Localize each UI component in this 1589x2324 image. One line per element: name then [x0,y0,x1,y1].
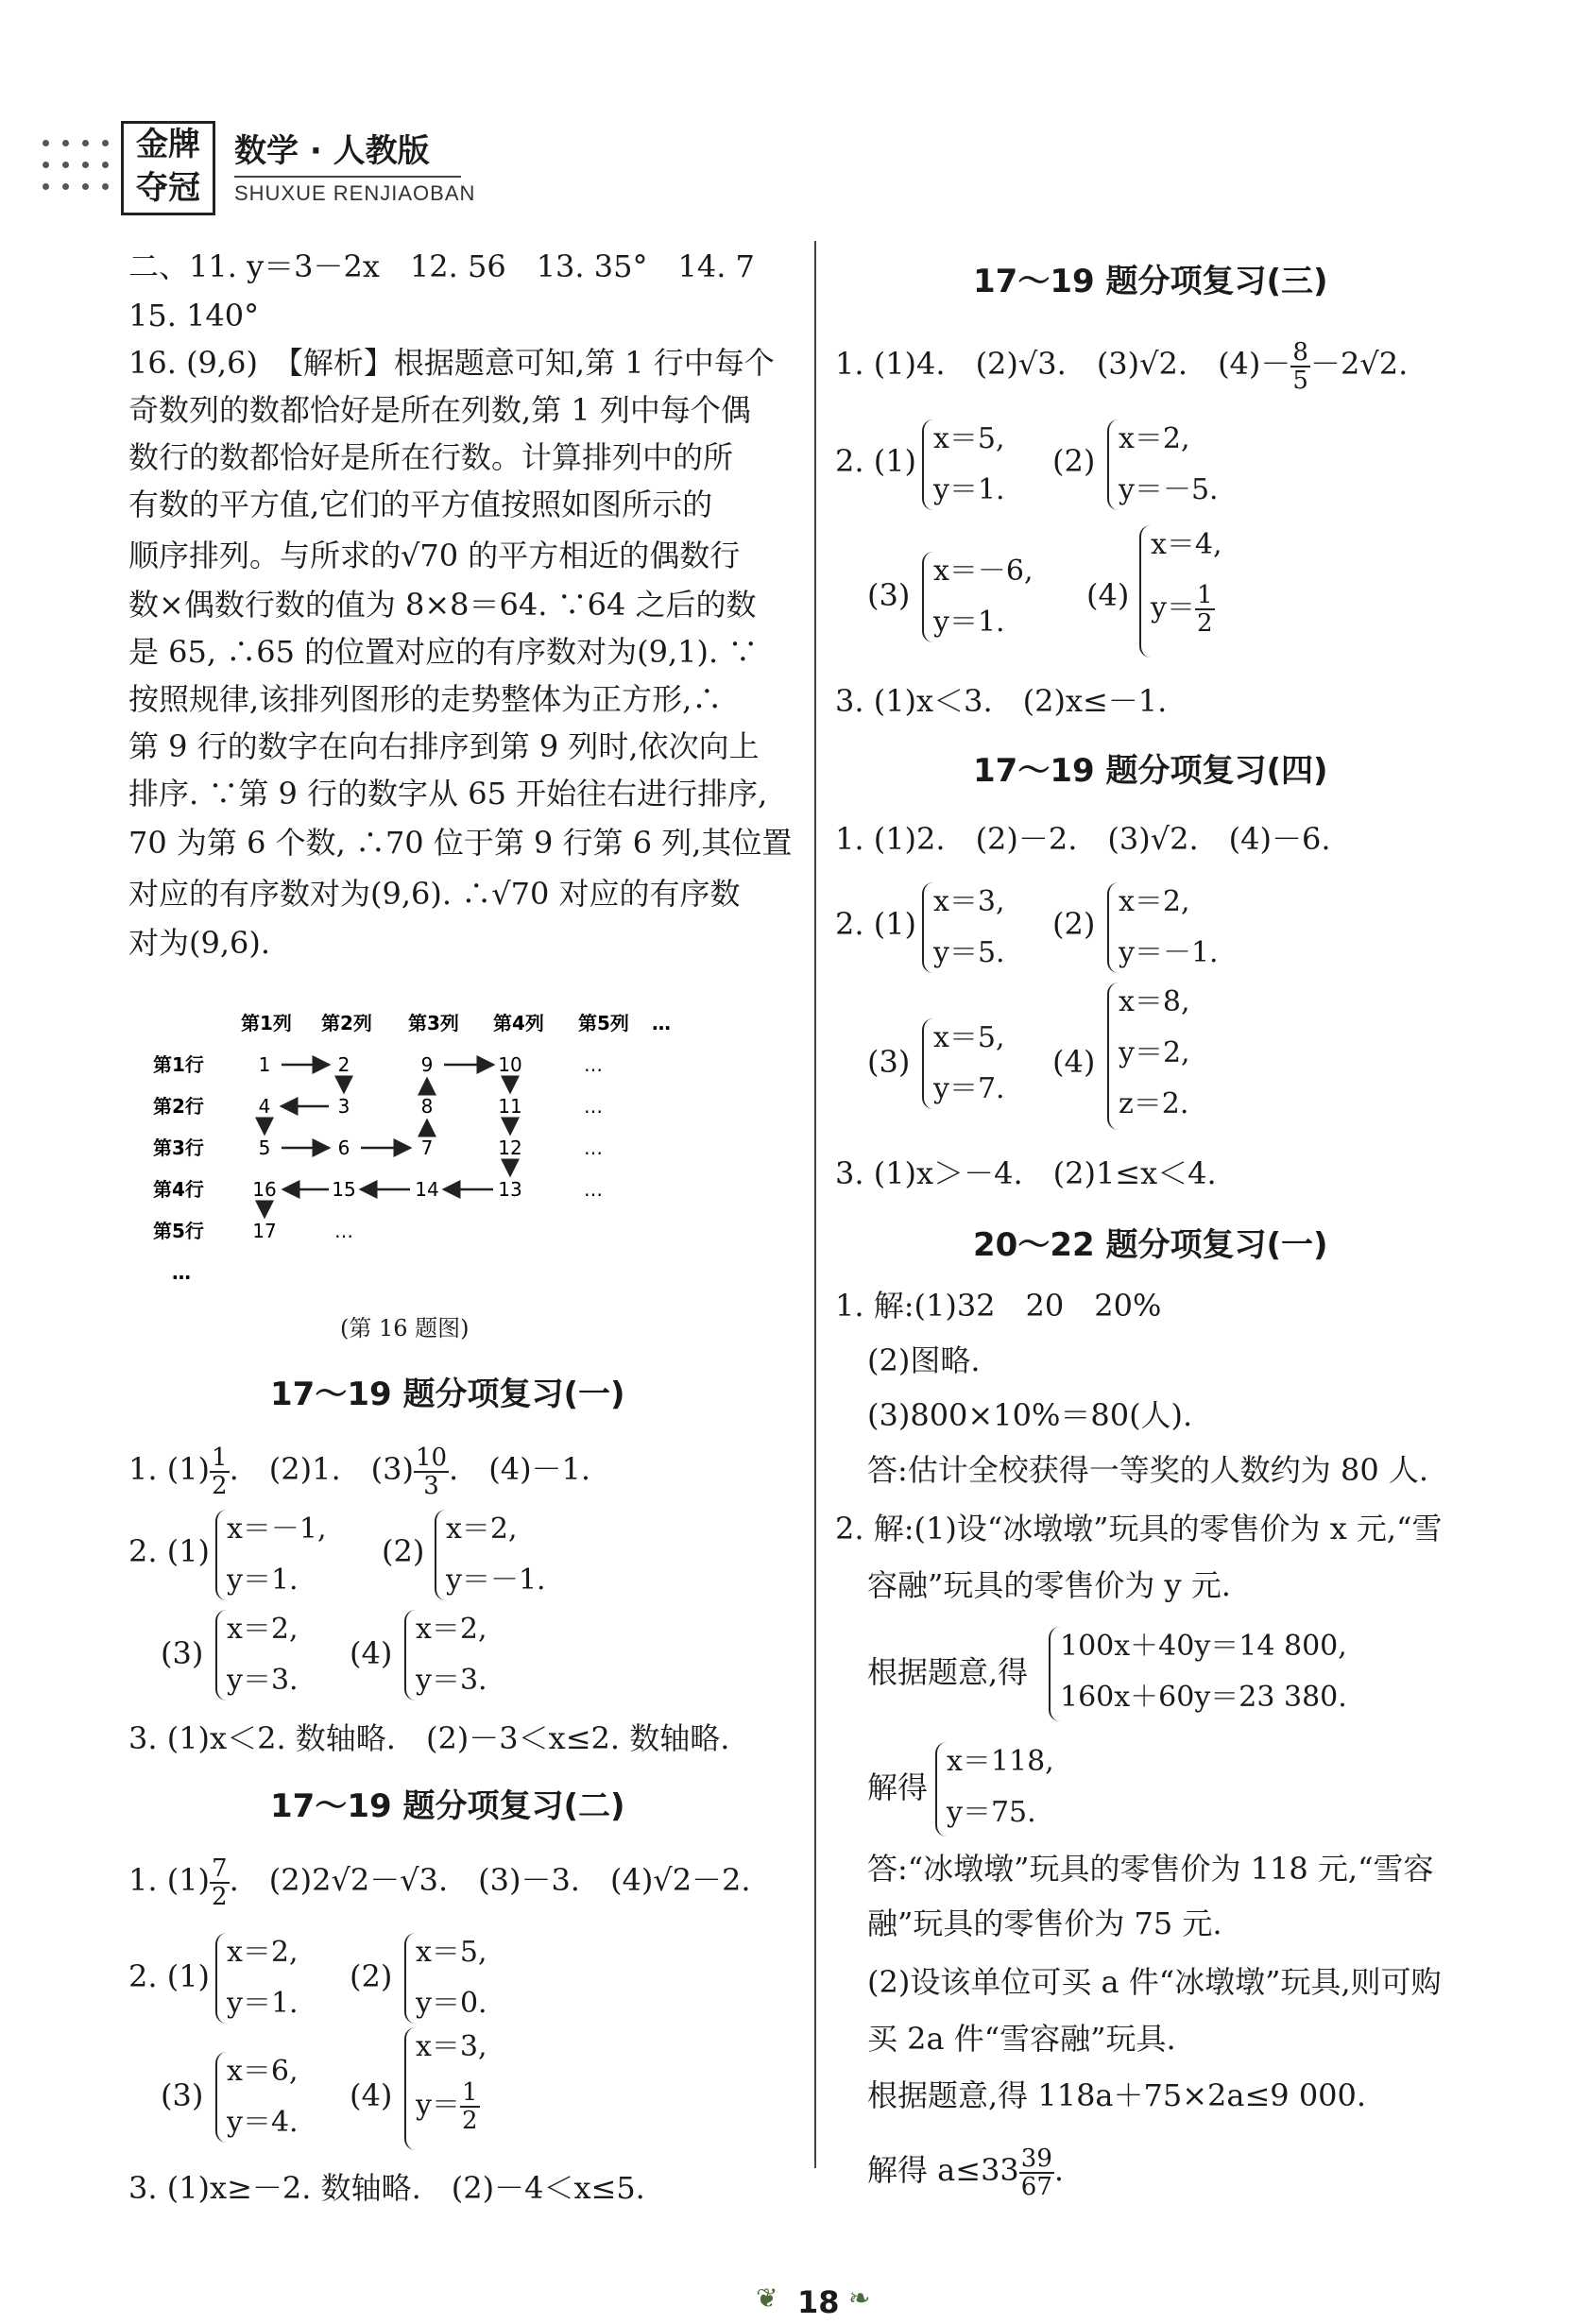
review1-q2-2-system [446,1504,546,1606]
fraction-numerator: 8 [1292,337,1308,367]
review2-q2-3-system [227,2046,299,2148]
equation [416,2073,487,2139]
review5-line-14 [867,2137,1064,2203]
fraction [1290,339,1310,394]
review3-q2-label: 2. (1) [835,443,917,479]
fraction [1019,2145,1054,2200]
review2-q2-1-system [227,1927,299,2029]
fraction [210,1444,230,1499]
review4-q2-4-label: (4) [1052,1044,1096,1080]
text: y＝ [1151,591,1195,624]
review5-line-10: 融”玩具的零售价为 75 元. [867,1905,1222,1941]
review4-q2-4-system [1119,977,1190,1130]
review3-q2-4-label: (4) [1086,577,1130,613]
brand-logo [121,121,215,215]
equation: x＝4, [1151,528,1222,561]
review2-q2-4-label: (4) [350,2077,393,2113]
review1-q2-1-system [227,1504,327,1606]
fraction-denominator: 67 [1020,2172,1052,2201]
fraction-numerator: 1 [461,2078,478,2107]
grid-cell: 15 [332,1178,356,1201]
fraction-denominator: 2 [212,1882,228,1911]
equation: x＝6, [227,2055,299,2088]
q16-line-3: 数行的数都恰好是所在行数。计算排列中的所 [128,439,734,475]
equation: x＝5, [933,1021,1005,1054]
review5-line-13: 根据题意,得 118a＋75×2a≤9 000. [867,2077,1367,2113]
review5-system-1 [1060,1621,1347,1723]
grid-cell: 14 [415,1178,439,1201]
fraction-denominator: 3 [423,1471,439,1500]
q16-line-5: 顺序排列。与所求的√70 的平方相近的偶数行 [128,538,741,573]
review3-q2-2-label: (2) [1052,443,1096,479]
grid-cell: … [584,1053,603,1076]
review4-q2-3-label: (3) [867,1044,911,1080]
text: . (2)2√2－√3. (3)－3. (4)√2－2. [229,1862,751,1898]
review5-line-4: 答:估计全校获得一等奖的人数约为 80 人. [867,1452,1429,1488]
text: y＝ [416,2089,460,2122]
text: 解得 a≤33 [867,2152,1019,2188]
grid-cell: 11 [498,1095,522,1118]
equation: x＝－1, [227,1512,327,1546]
grid-cell: 4 [258,1095,271,1118]
text: . (2)1. (3) [229,1451,414,1487]
fraction-denominator: 5 [1292,366,1308,395]
review5-line-12: 买 2a 件“雪容融”玩具. [867,2021,1176,2057]
review1-q1 [128,1441,590,1499]
col-header: 第1列 [241,1012,292,1034]
q16-line-7: 是 65, ∴65 的位置对应的有序数对为(9,1). ∵ [128,634,759,670]
equation: y＝75. [947,1796,1036,1829]
review4-q3: 3. (1)x＞－4. (2)1≤x＜4. [835,1155,1217,1191]
text: －2√2. [1309,346,1409,382]
review2-q2-label: 2. (1) [128,1958,211,1994]
col-header: 第3列 [408,1012,459,1034]
row-header: 第3行 [153,1136,204,1159]
grid-cell: 7 [420,1136,434,1159]
row-header: 第5行 [153,1220,204,1242]
series-title: 数学 · 人教版 [234,132,430,170]
col-header: 第4列 [493,1012,544,1034]
equation: y＝－5. [1119,473,1219,506]
review4-q2-2-label: (2) [1052,906,1096,942]
q16-line-11: 70 为第 6 个数, ∴70 位于第 9 行第 6 列,其位置 [128,825,793,861]
header-decoration-dots [36,134,121,200]
q16-line-10: 排序. ∵第 9 行的数字从 65 开始往右进行排序, [128,776,768,812]
fraction [460,2079,480,2134]
equation: x＝2, [227,1613,299,1646]
col-header: 第5列 [578,1012,629,1034]
equation: y＝7. [933,1072,1005,1105]
equation: y＝2, [1119,1036,1190,1069]
review5-line-9: 答:“冰墩墩”玩具的零售价为 118 元,“雪容 [867,1851,1434,1887]
review1-q2-4-system [416,1604,487,1706]
grid-cell: 6 [337,1136,350,1159]
equation: y＝－1. [1119,936,1219,969]
equation: y＝1. [933,606,1005,639]
q16-line-8: 按照规律,该排列图形的走势整体为正方形,∴ [128,681,723,717]
review3-q3: 3. (1)x＜3. (2)x≤－1. [835,683,1168,719]
q16-line-12: 对应的有序数对为(9,6). ∴√70 对应的有序数 [128,876,741,912]
header-rule [234,176,461,178]
q16-figure [142,1011,727,1323]
grid-cell: … [584,1095,603,1118]
equation: x＝－6, [933,555,1034,588]
equation: y＝－1. [446,1564,546,1597]
equation: x＝8, [1119,985,1190,1018]
grid-cell: 8 [420,1095,434,1118]
grid-cell: 9 [420,1053,434,1076]
grid-cell: … [584,1178,603,1201]
text: 1. (1) [128,1451,211,1487]
equation: y＝1. [227,1564,299,1597]
review3-q1 [835,331,1408,397]
equation: x＝118, [947,1745,1054,1778]
equation: y＝1. [227,1987,299,2020]
equation: x＝3, [416,2030,487,2063]
row-header: 第1行 [153,1053,204,1076]
col-header: 第2列 [321,1012,372,1034]
review3-q2-1-system [933,414,1005,516]
equation: y＝0. [416,1987,487,2020]
review5-system-2 [947,1736,1054,1838]
grid-cell: 12 [498,1136,522,1159]
review3-q2-4-system [1151,520,1222,646]
review4-q1: 1. (1)2. (2)－2. (3)√2. (4)－6. [835,821,1331,857]
review2-q1 [128,1852,751,1910]
text: 1. (1)4. (2)√3. (3)√2. (4)－ [835,346,1291,382]
column-divider [814,241,816,2168]
q16-line-1: 16. (9,6) 【解析】根据题意可知,第 1 行中每个 [128,345,775,381]
review1-q2-3-system [227,1604,299,1706]
equation: x＝2, [1119,885,1190,918]
grid-cell: 13 [498,1178,522,1201]
section-title-review-2: 17～19 题分项复习(二) [270,1787,625,1825]
logo-line-1: 金牌 [136,126,200,163]
review2-q2-4-system [416,2022,487,2139]
figure-caption: (第 16 题图) [340,1315,470,1341]
grid-cell: 17 [252,1220,277,1242]
equation: x＝2, [1119,422,1190,455]
review2-q2-3-label: (3) [161,2077,204,2113]
grid-cell: 1 [258,1053,271,1076]
fraction-denominator: 2 [1196,609,1213,638]
grid-cell: … [584,1136,603,1159]
fraction-numerator: 10 [415,1443,448,1472]
q16-line-4: 有数的平方值,它们的平方值按照如图所示的 [128,487,713,522]
fraction-numerator: 7 [212,1854,228,1883]
equation: x＝2, [416,1613,487,1646]
review4-q2-2-system [1119,877,1219,979]
equation: x＝2, [446,1512,518,1546]
text: . (4)－1. [449,1451,591,1487]
equation: y＝3. [227,1664,299,1697]
review5-line-1: 1. 解:(1)32 20 20% [835,1288,1162,1324]
equation: y＝1. [933,473,1005,506]
fraction-denominator: 2 [461,2107,478,2135]
grid-cell: 16 [252,1178,277,1201]
grid-cell: … [334,1220,353,1242]
fraction-numerator: 1 [1196,581,1213,609]
equation: y＝5. [933,936,1005,969]
review1-q2-3-label: (3) [161,1635,204,1671]
q16-line-9: 第 9 行的数字在向右排序到第 9 列时,依次向上 [128,728,760,764]
section-title-review-5: 20～22 题分项复习(一) [973,1226,1328,1264]
fraction [1195,582,1215,637]
review1-q2-4-label: (4) [350,1635,393,1671]
review1-q3: 3. (1)x＜2. 数轴略. (2)－3＜x≤2. 数轴略. [128,1720,730,1756]
page-number: 18 [797,2284,840,2320]
leaf-icon: ❦ [756,2282,778,2314]
row-header: 第2行 [153,1095,204,1118]
equation: 100x＋40y＝14 800, [1060,1630,1347,1663]
review1-q2-label: 2. (1) [128,1533,211,1569]
review2-q2-2-system [416,1927,487,2029]
equation: x＝5, [416,1936,487,1969]
review2-q2-2-label: (2) [350,1958,393,1994]
row-header: … [172,1261,191,1284]
equation: z＝2. [1119,1087,1189,1120]
q16-line-6: 数×偶数行数的值为 8×8＝64. ∵64 之后的数 [128,587,757,623]
review5-line-3: (3)800×10%＝80(人). [867,1397,1193,1433]
review5-line-7-label: 根据题意,得 [867,1654,1029,1690]
review4-q2-1-system [933,877,1005,979]
section-title-review-3: 17～19 题分项复习(三) [973,263,1328,300]
review5-line-8-label: 解得 [867,1769,929,1805]
review1-q2-2-label: (2) [382,1533,425,1569]
review2-q3: 3. (1)x≥－2. 数轴略. (2)－4＜x≤5. [128,2170,645,2206]
review4-q2-label: 2. (1) [835,906,917,942]
q16-line-2: 奇数列的数都恰好是所在列数,第 1 列中每个偶 [128,392,751,428]
fraction [210,1855,230,1910]
review3-q2-2-system [1119,414,1219,516]
review4-q2-3-system [933,1013,1005,1115]
review5-line-6: 容融”玩具的零售价为 y 元. [867,1567,1231,1603]
equation: x＝5, [933,422,1005,455]
grid-cell: 5 [258,1136,271,1159]
section-title-review-1: 17～19 题分项复习(一) [270,1376,625,1413]
answer-15: 15. 140° [128,298,260,333]
logo-line-2: 夺冠 [136,169,200,207]
review3-q2-3-system [933,546,1034,648]
fraction [414,1444,449,1499]
equation [1151,571,1222,646]
equation: x＝2, [227,1936,299,1969]
series-subtitle: SHUXUE RENJIAOBAN [234,181,476,205]
text: 1. (1) [128,1862,211,1898]
section-title-review-4: 17～19 题分项复习(四) [973,752,1328,790]
leaf-icon: ❧ [848,2282,871,2314]
fraction-numerator: 39 [1020,2144,1052,2173]
grid-cell: 10 [498,1053,522,1076]
grid-cell: 2 [337,1053,350,1076]
equation: y＝3. [416,1664,487,1697]
q16-line-13: 对为(9,6). [128,925,271,961]
answers-11-14: 二、11. y＝3－2x 12. 56 13. 35° 14. 7 [128,248,755,284]
grid-cell: 3 [337,1095,350,1118]
review5-line-2: (2)图略. [867,1342,981,1378]
row-header: 第4行 [153,1178,204,1201]
equation: y＝4. [227,2106,299,2139]
equation: x＝3, [933,885,1005,918]
equation: 160x＋60y＝23 380. [1060,1681,1347,1714]
review5-line-5: 2. 解:(1)设“冰墩墩”玩具的零售价为 x 元,“雪 [835,1511,1443,1546]
fraction-numerator: 1 [212,1443,228,1472]
review5-line-11: (2)设该单位可买 a 件“冰墩墩”玩具,则可购 [867,1964,1442,2000]
review3-q2-3-label: (3) [867,577,911,613]
text: . [1053,2152,1065,2188]
col-header: … [652,1012,671,1034]
fraction-denominator: 2 [212,1471,228,1500]
